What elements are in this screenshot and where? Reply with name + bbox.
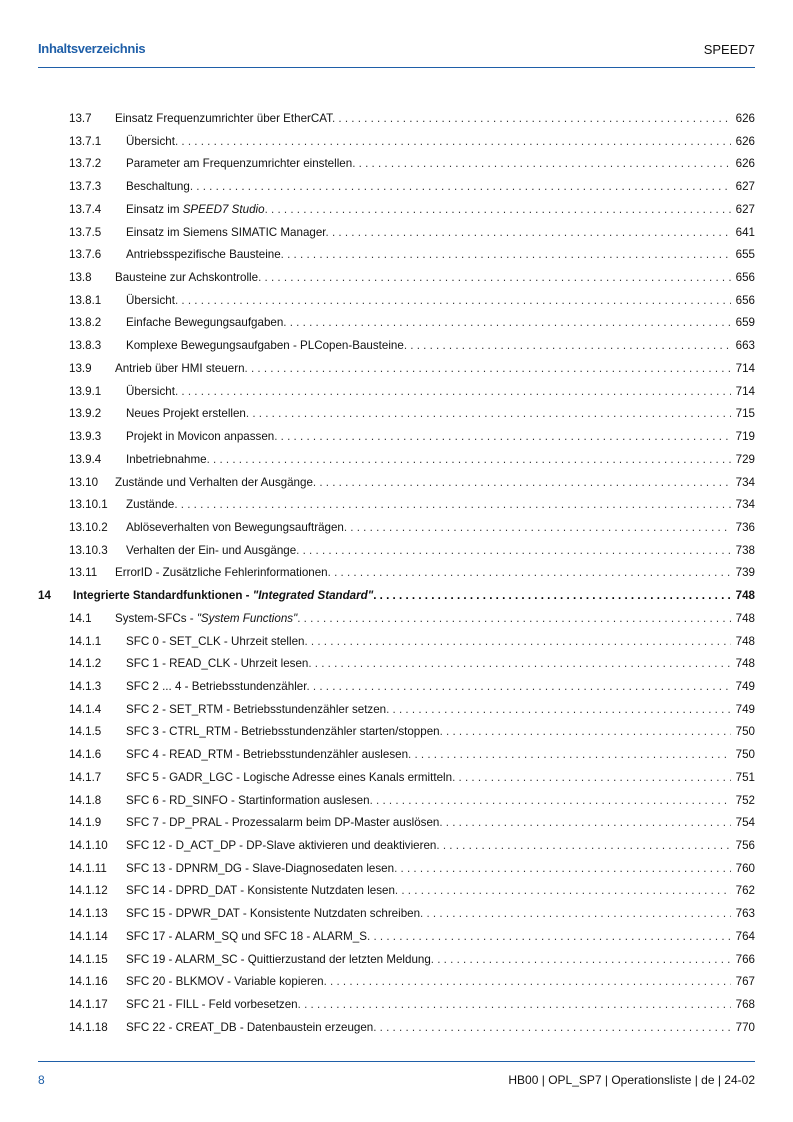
toc-entry-page: 714	[731, 381, 755, 404]
toc-entry-page: 714	[731, 358, 755, 381]
toc-entry-title-part: SFC 13 - DPNRM_DG - Slave-Diagnosedaten lesen	[126, 861, 395, 875]
toc-entry[interactable]	[38, 403, 755, 426]
toc-entry-title-part: Einsatz im	[126, 202, 183, 216]
toc-entry[interactable]	[38, 903, 755, 926]
toc-entry[interactable]	[38, 767, 755, 790]
toc-entry-title-part: SFC 4 - READ_RTM - Betriebsstundenzähler auslesen	[126, 748, 409, 762]
toc-entry-number: 14.1.13	[69, 907, 108, 921]
toc-entry-page: 750	[731, 744, 755, 767]
toc-entry-page: 626	[731, 153, 755, 176]
toc-entry-page: 749	[731, 676, 755, 699]
toc-entry-page: 659	[731, 312, 755, 335]
toc-entry-title	[126, 744, 755, 767]
toc-entry-number: 13.8.3	[69, 339, 102, 353]
toc-entry-number: 14.1.17	[69, 998, 108, 1012]
toc-entry-number: 13.10.2	[69, 520, 108, 534]
toc-entry[interactable]	[38, 653, 755, 676]
toc-entry[interactable]	[38, 267, 755, 290]
toc-entry-page: 749	[731, 699, 755, 722]
toc-entry-title-part: Neues Projekt erstellen	[126, 407, 246, 421]
toc-entry-page: 764	[731, 926, 755, 949]
toc-entry-title-part: Antriebsspezifische Bausteine	[126, 248, 281, 262]
toc-entry-page: 734	[731, 472, 755, 495]
toc-entry-title-part: SFC 6 - RD_SINFO - Startinformation auslesen	[126, 793, 370, 807]
toc-entry-title-part: SFC 1 - READ_CLK - Uhrzeit lesen	[126, 657, 309, 671]
toc-entry-number: 14.1.9	[69, 816, 102, 830]
toc-entry[interactable]	[38, 858, 755, 881]
toc-entry[interactable]	[38, 676, 755, 699]
toc-entry-title-part: SFC 0 - SET_CLK - Uhrzeit stellen	[126, 634, 305, 648]
toc-entry-page: 656	[731, 267, 755, 290]
toc-entry-title-part: SFC 12 - D_ACT_DP - DP-Slave aktivieren und deaktivieren	[126, 839, 437, 852]
toc-entry[interactable]	[38, 335, 755, 358]
toc-entry-number: 14.1.1	[69, 634, 102, 648]
toc-entry-page: 719	[731, 426, 755, 449]
footer-divider	[38, 1061, 755, 1062]
toc-entry-title	[126, 381, 755, 404]
toc-entry-title	[126, 858, 755, 881]
toc-entry-number: 13.8.2	[69, 316, 102, 330]
toc-entry[interactable]	[38, 926, 755, 949]
toc-entry-number: 14.1.5	[69, 725, 102, 739]
toc-entry[interactable]	[38, 131, 755, 154]
toc-entry-number: 14.1.6	[69, 748, 102, 762]
toc-entry[interactable]	[38, 517, 755, 540]
toc-entry-page: 770	[731, 1017, 755, 1040]
toc-entry-page: 762	[731, 880, 755, 903]
toc-entry-number: 14.1.12	[69, 884, 108, 898]
toc-entry-page: 750	[731, 721, 755, 744]
toc-entry[interactable]	[38, 449, 755, 472]
toc-entry-title	[126, 449, 755, 472]
table-of-contents	[38, 108, 755, 1039]
toc-entry-title-part: Zustände und Verhalten der Ausgänge	[115, 475, 313, 489]
toc-entry-number: 14.1.4	[69, 702, 102, 716]
toc-entry-title-part: Zustände	[126, 498, 175, 512]
toc-entry-number: 14.1.7	[69, 770, 102, 784]
toc-entry-title	[115, 608, 755, 631]
toc-entry[interactable]	[38, 244, 755, 267]
toc-entry-number: 13.7.5	[69, 225, 102, 239]
header-product: SPEED7	[703, 42, 755, 57]
toc-entry-number: 13.8.1	[69, 293, 102, 307]
toc-entry-title	[115, 472, 755, 495]
toc-entry[interactable]	[38, 540, 755, 563]
toc-entry-title-part: Integrierte Standardfunktionen -	[73, 589, 253, 603]
toc-entry-title-part: SFC 7 - DP_PRAL - Prozessalarm beim DP-Master auslösen	[126, 816, 440, 830]
toc-entry-number: 13.9.1	[69, 384, 102, 398]
toc-entry-title-part: Einsatz Frequenzumrichter über EtherCAT	[115, 112, 332, 125]
toc-entry[interactable]	[38, 222, 755, 245]
toc-entry-title-part: SFC 17 - ALARM_SQ und SFC 18 - ALARM_S	[126, 929, 367, 943]
toc-entry-title-part: Komplexe Bewegungsaufgaben - PLCopen-Bausteine	[126, 339, 404, 353]
toc-entry-page: 655	[731, 244, 755, 267]
toc-entry-page: 768	[731, 994, 755, 1017]
toc-entry-title-part: SFC 20 - BLKMOV - Variable kopieren	[126, 975, 324, 989]
toc-entry-title	[115, 267, 755, 290]
header-divider	[38, 67, 755, 68]
toc-entry-number: 13.8	[69, 271, 92, 285]
toc-entry-title	[115, 358, 755, 381]
toc-entry[interactable]	[38, 971, 755, 994]
toc-entry-title-part: Übersicht	[126, 384, 175, 398]
toc-entry-page: 626	[731, 108, 755, 131]
toc-entry[interactable]	[38, 880, 755, 903]
toc-entry-number: 14.1.8	[69, 793, 102, 807]
toc-entry-number: 14.1	[69, 611, 92, 625]
toc-entry-page: 766	[731, 949, 755, 972]
toc-entry-page: 734	[731, 494, 755, 517]
toc-entry[interactable]	[38, 744, 755, 767]
toc-entry-title-part: SFC 3 - CTRL_RTM - Betriebsstundenzähler starten/stoppen	[126, 725, 440, 739]
toc-entry-title-part: SFC 15 - DPWR_DAT - Konsistente Nutzdaten schreiben	[126, 907, 421, 921]
toc-entry-title	[126, 812, 755, 835]
toc-entry-page: 663	[731, 335, 755, 358]
toc-entry-page: 760	[731, 858, 755, 881]
toc-entry-page: 763	[731, 903, 755, 926]
toc-entry-page: 751	[731, 767, 755, 790]
toc-entry[interactable]	[38, 176, 755, 199]
toc-entry-title-part: ErrorID - Zusätzliche Fehlerinformationen	[115, 566, 328, 580]
toc-entry-title	[73, 585, 755, 608]
toc-entry-title	[126, 721, 755, 744]
toc-entry-number: 14.1.11	[69, 861, 107, 875]
toc-entry-title	[126, 653, 755, 676]
toc-entry-title	[126, 153, 755, 176]
toc-entry-title	[126, 994, 755, 1017]
toc-entry-title	[126, 131, 755, 154]
toc-entry-page: 627	[731, 176, 755, 199]
toc-entry-title-part: Einsatz im Siemens SIMATIC Manager	[126, 225, 326, 239]
toc-entry-title-part: Bausteine zur Achskontrolle	[115, 271, 259, 285]
toc-entry-page: 656	[731, 290, 755, 313]
toc-entry-number: 13.11	[69, 566, 98, 580]
toc-entry-page: 715	[731, 403, 755, 426]
toc-entry[interactable]	[38, 835, 755, 858]
toc-entry-title-part: SFC 2 ... 4 - Betriebsstundenzähler	[126, 679, 307, 693]
toc-entry-title	[126, 494, 755, 517]
toc-entry-number: 14.1.15	[69, 952, 108, 966]
toc-entry-title	[126, 222, 755, 245]
toc-entry-title-part: Verhalten der Ein- und Ausgänge	[126, 543, 297, 557]
toc-entry-title-part: Einfache Bewegungsaufgaben	[126, 316, 284, 330]
toc-entry[interactable]	[38, 290, 755, 313]
toc-entry-title	[126, 971, 755, 994]
toc-entry-title	[126, 1017, 755, 1040]
toc-entry-number: 13.7	[69, 112, 92, 125]
toc-entry-title	[126, 290, 755, 313]
toc-entry-page: 748	[731, 631, 755, 654]
toc-entry[interactable]	[38, 153, 755, 176]
toc-entry[interactable]	[38, 585, 755, 608]
toc-entry-number: 13.7.2	[69, 157, 102, 171]
toc-entry-title-part: SFC 22 - CREAT_DB - Datenbaustein erzeugen	[126, 1020, 374, 1034]
toc-entry-page: 729	[731, 449, 755, 472]
toc-entry-number: 13.9.3	[69, 430, 102, 444]
toc-entry-title-part: SPEED7 Studio	[182, 202, 265, 216]
toc-entry[interactable]	[38, 721, 755, 744]
toc-entry-title	[126, 176, 755, 199]
toc-entry-number: 14.1.10	[69, 839, 108, 852]
toc-entry-page: 748	[731, 585, 755, 608]
toc-entry-title	[126, 903, 755, 926]
toc-entry-title-part: System-SFCs -	[115, 611, 197, 625]
toc-entry-title-part: SFC 5 - GADR_LGC - Logische Adresse eines Kanals ermitteln	[126, 770, 453, 784]
toc-entry-number: 13.9.4	[69, 452, 102, 466]
toc-entry-number: 13.10.1	[69, 498, 108, 512]
toc-entry-title	[126, 312, 755, 335]
toc-entry-page: 627	[731, 199, 755, 222]
toc-entry-number: 14.1.16	[69, 975, 108, 989]
toc-entry[interactable]	[38, 358, 755, 381]
toc-entry[interactable]	[38, 1017, 755, 1040]
toc-entry-title-part: SFC 21 - FILL - Feld vorbesetzen	[126, 998, 298, 1012]
toc-entry-title-part: "System Functions"	[196, 611, 298, 625]
toc-entry[interactable]	[38, 949, 755, 972]
toc-entry[interactable]	[38, 699, 755, 722]
toc-entry-title-part: Projekt in Movicon anpassen	[126, 430, 275, 444]
toc-entry[interactable]	[38, 426, 755, 449]
toc-entry-title	[126, 631, 755, 654]
toc-entry-page: 756	[731, 835, 755, 858]
toc-entry-title	[126, 676, 755, 699]
toc-entry-number: 14.1.14	[69, 929, 108, 943]
toc-entry-title	[126, 403, 755, 426]
toc-entry-title	[126, 880, 755, 903]
toc-entry[interactable]	[38, 812, 755, 835]
toc-entry-title-part: SFC 14 - DPRD_DAT - Konsistente Nutzdaten lesen	[126, 884, 395, 898]
toc-entry-title-part: Übersicht	[126, 134, 175, 148]
toc-entry[interactable]	[38, 472, 755, 495]
toc-entry-number: 13.7.6	[69, 248, 102, 262]
toc-entry-title-part: SFC 19 - ALARM_SC - Quittierzustand der letzten Meldung	[126, 952, 431, 966]
toc-entry-page: 736	[731, 517, 755, 540]
toc-entry-page: 626	[731, 131, 755, 154]
toc-entry[interactable]	[38, 790, 755, 813]
toc-entry-title-part: SFC 2 - SET_RTM - Betriebsstundenzähler setzen	[126, 702, 387, 716]
toc-entry-number: 13.7.3	[69, 180, 102, 194]
footer-page-number: 8	[38, 1073, 45, 1087]
toc-entry-title-part: Übersicht	[126, 293, 175, 307]
toc-entry-number: 13.10	[69, 475, 99, 489]
toc-entry-title-part: Parameter am Frequenzumrichter einstellen	[126, 157, 353, 171]
toc-entry-title-part: Ablöseverhalten von Bewegungsaufträgen	[126, 520, 344, 534]
toc-entry-title	[126, 517, 755, 540]
toc-entry-number: 14.1.2	[69, 657, 102, 671]
toc-entry-title-part: Antrieb über HMI steuern	[115, 361, 245, 375]
toc-entry-title	[126, 835, 755, 858]
toc-entry-page: 748	[731, 608, 755, 631]
toc-entry-number: 14	[38, 589, 51, 603]
header-title: Inhaltsverzeichnis	[38, 41, 146, 56]
toc-entry-title	[126, 767, 755, 790]
toc-entry-title	[126, 926, 755, 949]
toc-entry-number: 13.7.4	[69, 202, 102, 216]
toc-entry-title	[126, 699, 755, 722]
toc-entry-title	[115, 562, 755, 585]
toc-entry-page: 641	[731, 222, 755, 245]
toc-entry-page: 738	[731, 540, 755, 563]
toc-entry-title-part: Inbetriebnahme	[126, 452, 207, 466]
toc-entry-page: 754	[731, 812, 755, 835]
toc-entry-number: 13.9	[69, 361, 92, 375]
toc-entry[interactable]	[38, 494, 755, 517]
toc-entry-title-part: Beschaltung	[126, 180, 190, 194]
toc-entry-number: 13.9.2	[69, 407, 102, 421]
toc-entry-page: 748	[731, 653, 755, 676]
toc-entry[interactable]	[38, 312, 755, 335]
toc-entry-title	[126, 199, 755, 222]
toc-entry-title	[126, 426, 755, 449]
toc-entry-page: 752	[731, 790, 755, 813]
toc-entry[interactable]	[38, 562, 755, 585]
toc-entry[interactable]	[38, 608, 755, 631]
toc-entry-title	[115, 108, 755, 131]
toc-entry-title	[126, 540, 755, 563]
toc-entry-number: 13.7.1	[69, 134, 102, 148]
toc-entry[interactable]	[38, 994, 755, 1017]
toc-entry-number: 14.1.18	[69, 1020, 108, 1034]
toc-entry-number: 14.1.3	[69, 679, 102, 693]
toc-entry-page: 739	[731, 562, 755, 585]
toc-entry-title-part: "Integrated Standard"	[252, 589, 374, 603]
toc-entry-title	[126, 790, 755, 813]
toc-entry[interactable]	[38, 199, 755, 222]
toc-entry[interactable]	[38, 381, 755, 404]
toc-entry-title	[126, 244, 755, 267]
toc-entry-title	[126, 949, 755, 972]
toc-entry-page: 767	[731, 971, 755, 994]
toc-entry[interactable]	[38, 631, 755, 654]
footer-doc-info: HB00 | OPL_SP7 | Operationsliste | de | 24-02	[508, 1073, 755, 1087]
toc-entry[interactable]	[38, 108, 755, 131]
toc-entry-number: 13.10.3	[69, 543, 108, 557]
toc-entry-title	[126, 335, 755, 358]
